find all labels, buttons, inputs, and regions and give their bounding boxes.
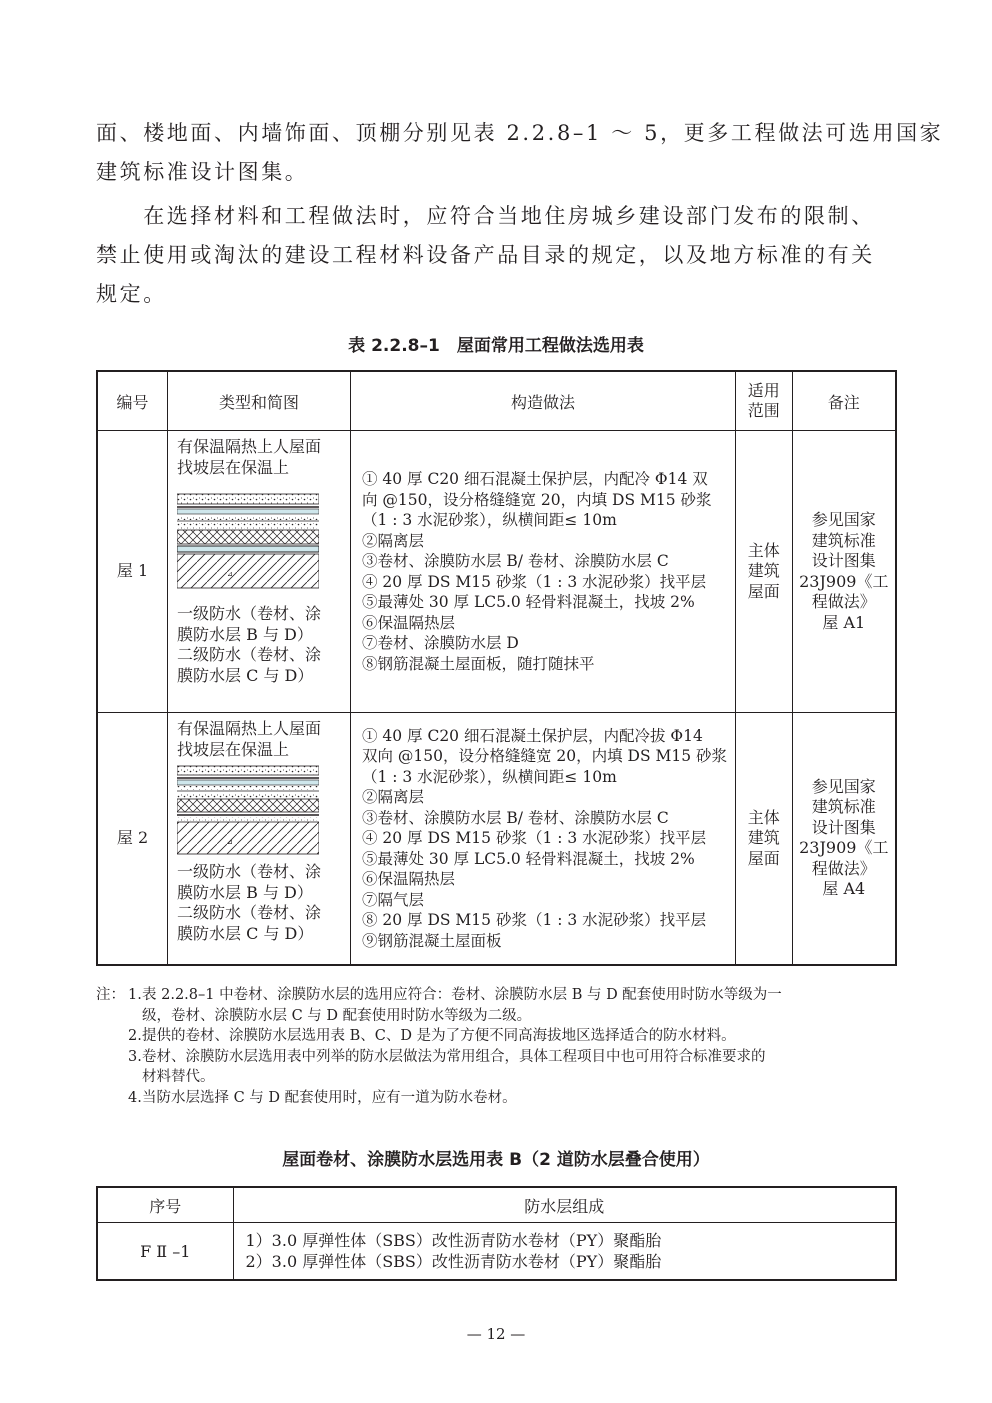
row-composition: 1）3.0 厚弹性体（SBS）改性沥青防水卷材（PY）聚酯胎 2）3.0 厚弹性体（SBS）改性沥青防水卷材（PY）聚酯胎: [233, 1223, 896, 1281]
type-title: 有保温隔热上人屋面 找坡层在保温上: [177, 437, 322, 477]
roof-section-diagram: [177, 764, 319, 856]
intro-paragraph-1: [96, 114, 944, 192]
note-item: 3. 卷材、涂膜防水层选用表中列举的防水层做法为常用组合，具体工程项目中也可用符合标准要求的 材料替代。: [128, 1048, 766, 1085]
roof-section-diagram: [177, 492, 319, 590]
text-line: 建筑标准设计图集。: [96, 160, 309, 184]
row-remark: 参见国家 建筑标准 设计图集 23J909《工 程做法》 屋 A4: [792, 713, 896, 965]
svg-text:⊿: ⊿: [227, 570, 233, 578]
header-method: 构造做法: [350, 371, 735, 431]
type-notes: 一级防水（卷材、涂 膜防水层 B 与 D） 二级防水（卷材、涂 膜防水层 C 与 D）: [177, 862, 322, 943]
text-line: 面、楼地面、内墙饰面、顶棚分别见表 2.2.8–1 ～ 5，更多工程做法可选用国家: [96, 121, 944, 145]
text-line: 规定。: [96, 282, 167, 306]
note-item: 4. 当防水层选择 C 与 D 配套使用时，应有一道为防水卷材。: [128, 1089, 517, 1106]
row-scope: 主体 建筑 屋面: [736, 713, 793, 965]
row-scope: 主体 建筑 屋面: [736, 431, 793, 713]
table-2-caption: 屋面卷材、涂膜防水层选用表 B（2 道防水层叠合使用）: [282, 1150, 710, 1170]
row-type: [168, 431, 351, 713]
type-notes: 一级防水（卷材、涂 膜防水层 B 与 D） 二级防水（卷材、涂 膜防水层 C 与 D）: [177, 604, 322, 685]
row-id: 屋 2: [97, 713, 168, 965]
table-header-row: [97, 371, 896, 431]
header-id: 编号: [97, 371, 168, 431]
note-item: 2. 提供的卷材、涂膜防水层选用表 B、C、D 是为了方便不同高海拔地区选择适合的防水材料。: [128, 1028, 736, 1044]
row-remark: 参见国家 建筑标准 设计图集 23J909《工 程做法》 屋 A1: [792, 431, 896, 713]
table-row: [97, 431, 896, 713]
roof-method-table: [96, 370, 897, 966]
row-id: F Ⅱ –1: [97, 1223, 233, 1281]
note-lead: 注：: [96, 987, 125, 1003]
text-line: 禁止使用或淘汰的建设工程材料设备产品目录的规定，以及地方标准的有关: [96, 243, 875, 267]
type-title: 有保温隔热上人屋面 找坡层在保温上: [177, 719, 322, 759]
svg-text:⊿: ⊿: [227, 838, 233, 846]
row-method: ① 40 厚 C20 细石混凝土保护层，内配冷拔 Φ14 双向 @150，设分格缝缝宽 20，内填 DS M15 砂浆 （1 : 3 水泥砂浆），纵横间距≤ 10m ②隔离层 ③卷材、涂膜防水层 B/ 卷材、涂膜防水层 C ④ 20 厚 DS M15 砂浆（1 : 3 水泥砂浆）找平层 ⑤最薄处 30 厚 LC5.0 轻骨料混凝土，找坡 2% ⑥保温隔热层 ⑦隔气层 ⑧ 20 厚 DS M15 砂浆（1 : 3 水泥砂浆）找平层 ⑨钢筋混凝土屋面板: [350, 713, 735, 965]
table-row: [97, 1223, 896, 1281]
waterproof-layer-table: [96, 1186, 897, 1281]
row-method: ① 40 厚 C20 细石混凝土保护层，内配冷 Φ14 双 向 @150，设分格缝缝宽 20，内填 DS M15 砂浆 （1 : 3 水泥砂浆），纵横间距≤ 10m ②隔离层 ③卷材、涂膜防水层 B/ 卷材、涂膜防水层 C ④ 20 厚 DS M15 砂浆（1 : 3 水泥砂浆）找平层 ⑤最薄处 30 厚 LC5.0 轻骨料混凝土，找坡 2% ⑥保温隔热层 ⑦卷材、涂膜防水层 D ⑧钢筋混凝土屋面板，随打随抹平: [350, 431, 735, 713]
header-remark: 备注: [792, 371, 896, 431]
intro-paragraph-2: [96, 197, 896, 314]
header-composition: 防水层组成: [233, 1187, 896, 1223]
header-scope: 适用范围: [736, 371, 793, 431]
table-header-row: [97, 1187, 896, 1223]
table-1-caption: 表 2.2.8–1 屋面常用工程做法选用表: [348, 336, 644, 356]
row-id: 屋 1: [97, 431, 168, 713]
table-row: [97, 713, 896, 965]
row-type: [168, 713, 351, 965]
header-type: 类型和简图: [168, 371, 351, 431]
header-id: 序号: [97, 1187, 233, 1223]
page-number: — 12 —: [466, 1325, 526, 1343]
table-notes: [96, 985, 901, 1108]
text-line: 在选择材料和工程做法时，应符合当地住房城乡建设部门发布的限制、: [96, 204, 875, 228]
note-item: 注： 1. 表 2.2.8–1 中卷材、涂膜防水层的选用应符合：卷材、涂膜防水层 B 与 D 配套使用时防水等级为一 级，卷材、涂膜防水层 C 与 D 配套使用时防水等级为二级。: [96, 987, 782, 1024]
